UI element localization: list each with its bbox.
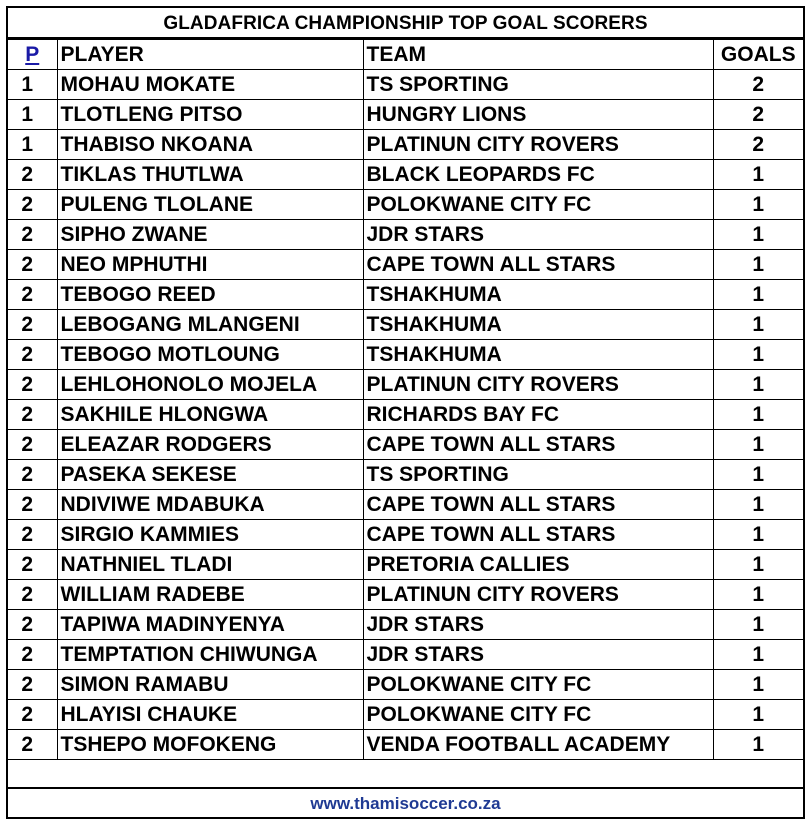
team-cell: JDR STARS xyxy=(363,610,713,640)
player-cell: TLOTLENG PITSO xyxy=(57,100,363,130)
goals-cell: 1 xyxy=(713,400,803,430)
table-title: GLADAFRICA CHAMPIONSHIP TOP GOAL SCORERS xyxy=(8,8,803,39)
position-cell: 2 xyxy=(8,550,57,580)
position-cell: 1 xyxy=(8,130,57,160)
table-row xyxy=(8,700,803,730)
header-row xyxy=(8,40,803,70)
team-cell: JDR STARS xyxy=(363,220,713,250)
table-row xyxy=(8,340,803,370)
goals-cell: 2 xyxy=(713,130,803,160)
player-cell: ELEAZAR RODGERS xyxy=(57,430,363,460)
table-row xyxy=(8,190,803,220)
position-sort-link[interactable]: P xyxy=(25,42,40,66)
goals-cell: 1 xyxy=(713,550,803,580)
table-row xyxy=(8,70,803,100)
position-cell: 2 xyxy=(8,670,57,700)
table-row xyxy=(8,640,803,670)
goals-cell: 1 xyxy=(713,700,803,730)
table-row xyxy=(8,610,803,640)
goals-cell: 1 xyxy=(713,430,803,460)
team-cell: JDR STARS xyxy=(363,640,713,670)
goals-cell: 1 xyxy=(713,280,803,310)
position-cell: 2 xyxy=(8,310,57,340)
table-row xyxy=(8,400,803,430)
table-row xyxy=(8,490,803,520)
goals-cell: 1 xyxy=(713,580,803,610)
goals-cell: 1 xyxy=(713,610,803,640)
position-cell: 2 xyxy=(8,280,57,310)
goals-cell: 1 xyxy=(713,250,803,280)
team-cell: BLACK LEOPARDS FC xyxy=(363,160,713,190)
goals-cell: 1 xyxy=(713,190,803,220)
team-cell: PLATINUN CITY ROVERS xyxy=(363,130,713,160)
player-cell: SAKHILE HLONGWA xyxy=(57,400,363,430)
player-cell: TIKLAS THUTLWA xyxy=(57,160,363,190)
player-cell: TEBOGO MOTLOUNG xyxy=(57,340,363,370)
header-position[interactable] xyxy=(8,40,57,70)
goals-cell: 2 xyxy=(713,70,803,100)
position-cell: 2 xyxy=(8,370,57,400)
position-cell: 2 xyxy=(8,490,57,520)
table-row xyxy=(8,430,803,460)
team-cell: POLOKWANE CITY FC xyxy=(363,670,713,700)
player-cell: HLAYISI CHAUKE xyxy=(57,700,363,730)
team-cell: CAPE TOWN ALL STARS xyxy=(363,490,713,520)
player-cell: LEBOGANG MLANGENI xyxy=(57,310,363,340)
team-cell: POLOKWANE CITY FC xyxy=(363,190,713,220)
table-row xyxy=(8,550,803,580)
table-body xyxy=(8,70,803,760)
goals-cell: 1 xyxy=(713,160,803,190)
player-cell: TAPIWA MADINYENYA xyxy=(57,610,363,640)
table-row xyxy=(8,250,803,280)
footer-website-link[interactable]: www.thamisoccer.co.za xyxy=(8,787,803,817)
table-row xyxy=(8,280,803,310)
table-row xyxy=(8,730,803,760)
goals-cell: 1 xyxy=(713,220,803,250)
team-cell: RICHARDS BAY FC xyxy=(363,400,713,430)
player-cell: TEBOGO REED xyxy=(57,280,363,310)
position-cell: 2 xyxy=(8,520,57,550)
position-cell: 2 xyxy=(8,160,57,190)
team-cell: TS SPORTING xyxy=(363,460,713,490)
team-cell: TSHAKHUMA xyxy=(363,340,713,370)
team-cell: PRETORIA CALLIES xyxy=(363,550,713,580)
player-cell: NEO MPHUTHI xyxy=(57,250,363,280)
position-cell: 2 xyxy=(8,460,57,490)
team-cell: VENDA FOOTBALL ACADEMY xyxy=(363,730,713,760)
player-cell: SIMON RAMABU xyxy=(57,670,363,700)
table-row xyxy=(8,310,803,340)
position-cell: 2 xyxy=(8,250,57,280)
table-row xyxy=(8,220,803,250)
player-cell: THABISO NKOANA xyxy=(57,130,363,160)
team-cell: PLATINUN CITY ROVERS xyxy=(363,580,713,610)
table-row xyxy=(8,160,803,190)
header-team: TEAM xyxy=(363,40,713,70)
goals-cell: 1 xyxy=(713,730,803,760)
team-cell: CAPE TOWN ALL STARS xyxy=(363,430,713,460)
goals-cell: 1 xyxy=(713,490,803,520)
goals-cell: 1 xyxy=(713,460,803,490)
player-cell: SIRGIO KAMMIES xyxy=(57,520,363,550)
player-cell: PULENG TLOLANE xyxy=(57,190,363,220)
position-cell: 2 xyxy=(8,220,57,250)
goals-cell: 1 xyxy=(713,640,803,670)
table-row xyxy=(8,520,803,550)
player-cell: TEMPTATION CHIWUNGA xyxy=(57,640,363,670)
player-cell: MOHAU MOKATE xyxy=(57,70,363,100)
goals-cell: 1 xyxy=(713,310,803,340)
player-cell: PASEKA SEKESE xyxy=(57,460,363,490)
scorers-sheet xyxy=(6,6,805,819)
team-cell: POLOKWANE CITY FC xyxy=(363,700,713,730)
team-cell: TSHAKHUMA xyxy=(363,280,713,310)
table-row xyxy=(8,370,803,400)
position-cell: 2 xyxy=(8,610,57,640)
position-cell: 2 xyxy=(8,730,57,760)
table-row xyxy=(8,100,803,130)
table-row xyxy=(8,130,803,160)
position-cell: 2 xyxy=(8,580,57,610)
goals-cell: 1 xyxy=(713,370,803,400)
position-cell: 1 xyxy=(8,100,57,130)
position-cell: 2 xyxy=(8,340,57,370)
table-row xyxy=(8,670,803,700)
table-row xyxy=(8,460,803,490)
scorers-table xyxy=(8,39,803,760)
position-cell: 2 xyxy=(8,700,57,730)
team-cell: HUNGRY LIONS xyxy=(363,100,713,130)
goals-cell: 1 xyxy=(713,520,803,550)
player-cell: SIPHO ZWANE xyxy=(57,220,363,250)
position-cell: 1 xyxy=(8,70,57,100)
goals-cell: 1 xyxy=(713,340,803,370)
goals-cell: 2 xyxy=(713,100,803,130)
player-cell: TSHEPO MOFOKENG xyxy=(57,730,363,760)
team-cell: PLATINUN CITY ROVERS xyxy=(363,370,713,400)
team-cell: TS SPORTING xyxy=(363,70,713,100)
header-goals: GOALS xyxy=(713,40,803,70)
position-cell: 2 xyxy=(8,640,57,670)
player-cell: WILLIAM RADEBE xyxy=(57,580,363,610)
header-player: PLAYER xyxy=(57,40,363,70)
position-cell: 2 xyxy=(8,400,57,430)
team-cell: CAPE TOWN ALL STARS xyxy=(363,250,713,280)
table-row xyxy=(8,580,803,610)
team-cell: TSHAKHUMA xyxy=(363,310,713,340)
goals-cell: 1 xyxy=(713,670,803,700)
player-cell: NDIVIWE MDABUKA xyxy=(57,490,363,520)
player-cell: NATHNIEL TLADI xyxy=(57,550,363,580)
position-cell: 2 xyxy=(8,190,57,220)
position-cell: 2 xyxy=(8,430,57,460)
player-cell: LEHLOHONOLO MOJELA xyxy=(57,370,363,400)
team-cell: CAPE TOWN ALL STARS xyxy=(363,520,713,550)
